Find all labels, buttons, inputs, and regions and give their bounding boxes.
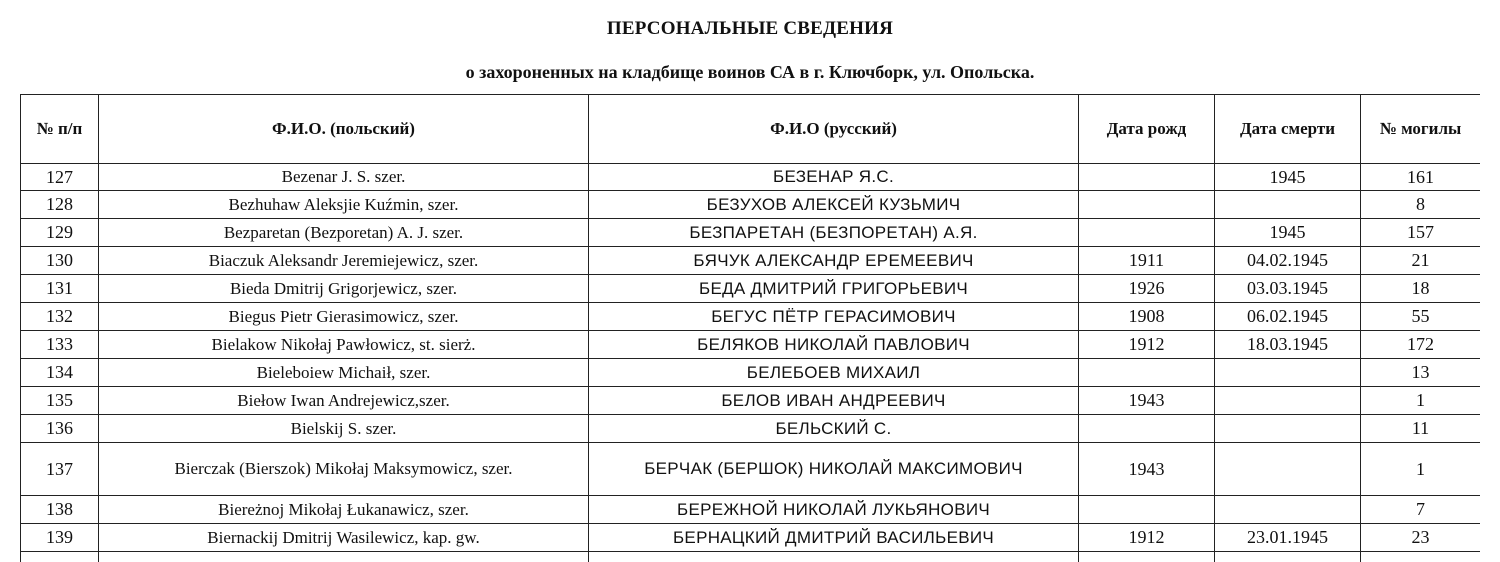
cell-grave-number: 157 bbox=[1361, 219, 1481, 247]
cell-grave-number: 11 bbox=[1361, 415, 1481, 443]
cell-row-number: 138 bbox=[21, 496, 99, 524]
cell-name-russian: БЕГУС ПЁТР ГЕРАСИМОВИЧ bbox=[589, 303, 1079, 331]
table-header-row bbox=[21, 95, 1481, 164]
cell-birth-date: 1943 bbox=[1079, 443, 1215, 496]
cell-death-date bbox=[1215, 552, 1361, 562]
header-name-polish: Ф.И.О. (польский) bbox=[99, 95, 589, 164]
cell-death-date: 03.03.1945 bbox=[1215, 275, 1361, 303]
burial-records-table-container bbox=[20, 94, 1480, 562]
cell-name-polish: Bezenar J. S. szer. bbox=[99, 164, 589, 191]
table-row bbox=[21, 496, 1481, 524]
cell-death-date: 23.01.1945 bbox=[1215, 524, 1361, 552]
cell-birth-date bbox=[1079, 496, 1215, 524]
cell-name-russian: БЕРНАЦКИЙ ДМИТРИЙ ВАСИЛЬЕВИЧ bbox=[589, 524, 1079, 552]
cell-death-date bbox=[1215, 496, 1361, 524]
cell-grave-number: 172 bbox=[1361, 331, 1481, 359]
cell-row-number bbox=[21, 552, 99, 562]
table-row bbox=[21, 191, 1481, 219]
cell-death-date bbox=[1215, 387, 1361, 415]
cell-grave-number: 7 bbox=[1361, 496, 1481, 524]
cell-row-number: 139 bbox=[21, 524, 99, 552]
cell-name-polish: Bieleboiew Michaił, szer. bbox=[99, 359, 589, 387]
cell-birth-date: 1911 bbox=[1079, 247, 1215, 275]
table-row bbox=[21, 164, 1481, 191]
cell-death-date: 1945 bbox=[1215, 219, 1361, 247]
cell-name-polish: Biereżnoj Mikołaj Łukanawicz, szer. bbox=[99, 496, 589, 524]
cell-birth-date: 1926 bbox=[1079, 275, 1215, 303]
cell-row-number: 135 bbox=[21, 387, 99, 415]
cell-row-number: 132 bbox=[21, 303, 99, 331]
table-row bbox=[21, 359, 1481, 387]
document-subtitle: о захороненных на кладбище воинов СА в г. Ключборк, ул. Опольска. bbox=[465, 62, 1035, 82]
table-row bbox=[21, 524, 1481, 552]
cell-name-russian bbox=[589, 552, 1079, 562]
cell-death-date: 04.02.1945 bbox=[1215, 247, 1361, 275]
cell-grave-number: 21 bbox=[1361, 247, 1481, 275]
cell-death-date bbox=[1215, 191, 1361, 219]
cell-name-russian: БЕЛОВ ИВАН АНДРЕЕВИЧ bbox=[589, 387, 1079, 415]
cell-name-russian: БЕЗЕНАР Я.С. bbox=[589, 164, 1079, 191]
cell-name-polish: Bezparetan (Bezporetan) A. J. szer. bbox=[99, 219, 589, 247]
cell-grave-number: 1 bbox=[1361, 387, 1481, 415]
table-row bbox=[21, 219, 1481, 247]
cell-grave-number: 18 bbox=[1361, 275, 1481, 303]
cell-name-polish: Bezhuhaw Aleksjie Kuźmin, szer. bbox=[99, 191, 589, 219]
cell-row-number: 134 bbox=[21, 359, 99, 387]
cell-name-polish: Bierczak (Bierszok) Mikołaj Maksymowicz, szer. bbox=[99, 443, 589, 496]
cell-row-number: 130 bbox=[21, 247, 99, 275]
cell-row-number: 133 bbox=[21, 331, 99, 359]
cell-row-number: 129 bbox=[21, 219, 99, 247]
cell-name-polish: Biegus Pietr Gierasimowicz, szer. bbox=[99, 303, 589, 331]
cell-grave-number: 23 bbox=[1361, 524, 1481, 552]
cell-name-russian: БЕЛЕБОЕВ МИХАИЛ bbox=[589, 359, 1079, 387]
cell-birth-date bbox=[1079, 164, 1215, 191]
cell-birth-date bbox=[1079, 359, 1215, 387]
table-row bbox=[21, 415, 1481, 443]
cell-row-number: 131 bbox=[21, 275, 99, 303]
cell-birth-date bbox=[1079, 191, 1215, 219]
header-name-russian: Ф.И.О (русский) bbox=[589, 95, 1079, 164]
cell-name-russian: БЕЗПАРЕТАН (БЕЗПОРЕТАН) А.Я. bbox=[589, 219, 1079, 247]
cell-name-russian: БЕЛЬСКИЙ С. bbox=[589, 415, 1079, 443]
cell-birth-date bbox=[1079, 552, 1215, 562]
cell-name-polish: Bielskij S. szer. bbox=[99, 415, 589, 443]
cell-grave-number: 1 bbox=[1361, 443, 1481, 496]
burial-records-table bbox=[20, 94, 1480, 562]
cell-death-date: 06.02.1945 bbox=[1215, 303, 1361, 331]
table-row bbox=[21, 331, 1481, 359]
cell-row-number: 136 bbox=[21, 415, 99, 443]
header-row-number: № п/п bbox=[21, 95, 99, 164]
cell-grave-number bbox=[1361, 552, 1481, 562]
cell-death-date: 1945 bbox=[1215, 164, 1361, 191]
cell-death-date bbox=[1215, 359, 1361, 387]
cell-row-number: 127 bbox=[21, 164, 99, 191]
header-birth-date: Дата рожд bbox=[1079, 95, 1215, 164]
cell-birth-date: 1943 bbox=[1079, 387, 1215, 415]
cell-name-russian: БЕЗУХОВ АЛЕКСЕЙ КУЗЬМИЧ bbox=[589, 191, 1079, 219]
table-row bbox=[21, 247, 1481, 275]
cell-name-polish: Bieda Dmitrij Grigorjewicz, szer. bbox=[99, 275, 589, 303]
cell-name-russian: БЕДА ДМИТРИЙ ГРИГОРЬЕВИЧ bbox=[589, 275, 1079, 303]
cell-row-number: 128 bbox=[21, 191, 99, 219]
cell-grave-number: 13 bbox=[1361, 359, 1481, 387]
table-row bbox=[21, 303, 1481, 331]
cell-death-date: 18.03.1945 bbox=[1215, 331, 1361, 359]
table-row-cut-off bbox=[21, 552, 1481, 562]
cell-birth-date: 1912 bbox=[1079, 331, 1215, 359]
cell-name-russian: БЕЛЯКОВ НИКОЛАЙ ПАВЛОВИЧ bbox=[589, 331, 1079, 359]
table-row bbox=[21, 387, 1481, 415]
cell-birth-date: 1912 bbox=[1079, 524, 1215, 552]
cell-name-polish: Biełow Iwan Andrejewicz,szer. bbox=[99, 387, 589, 415]
cell-row-number: 137 bbox=[21, 443, 99, 496]
cell-name-polish bbox=[99, 552, 589, 562]
cell-birth-date bbox=[1079, 219, 1215, 247]
table-row bbox=[21, 275, 1481, 303]
cell-name-russian: БЕРЧАК (БЕРШОК) НИКОЛАЙ МАКСИМОВИЧ bbox=[589, 443, 1079, 496]
cell-name-polish: Bielakow Nikołaj Pawłowicz, st. sierż. bbox=[99, 331, 589, 359]
table-row bbox=[21, 443, 1481, 496]
document-title: ПЕРСОНАЛЬНЫЕ СВЕДЕНИЯ bbox=[606, 18, 894, 39]
cell-name-polish: Biernackij Dmitrij Wasilewicz, kap. gw. bbox=[99, 524, 589, 552]
cell-birth-date bbox=[1079, 415, 1215, 443]
cell-death-date bbox=[1215, 415, 1361, 443]
header-grave-number: № могилы bbox=[1361, 95, 1481, 164]
cell-name-russian: БЕРЕЖНОЙ НИКОЛАЙ ЛУКЬЯНОВИЧ bbox=[589, 496, 1079, 524]
cell-birth-date: 1908 bbox=[1079, 303, 1215, 331]
header-death-date: Дата смерти bbox=[1215, 95, 1361, 164]
cell-grave-number: 161 bbox=[1361, 164, 1481, 191]
cell-name-polish: Biaczuk Aleksandr Jeremiejewicz, szer. bbox=[99, 247, 589, 275]
cell-grave-number: 55 bbox=[1361, 303, 1481, 331]
cell-name-russian: БЯЧУК АЛЕКСАНДР ЕРЕМЕЕВИЧ bbox=[589, 247, 1079, 275]
cell-grave-number: 8 bbox=[1361, 191, 1481, 219]
cell-death-date bbox=[1215, 443, 1361, 496]
